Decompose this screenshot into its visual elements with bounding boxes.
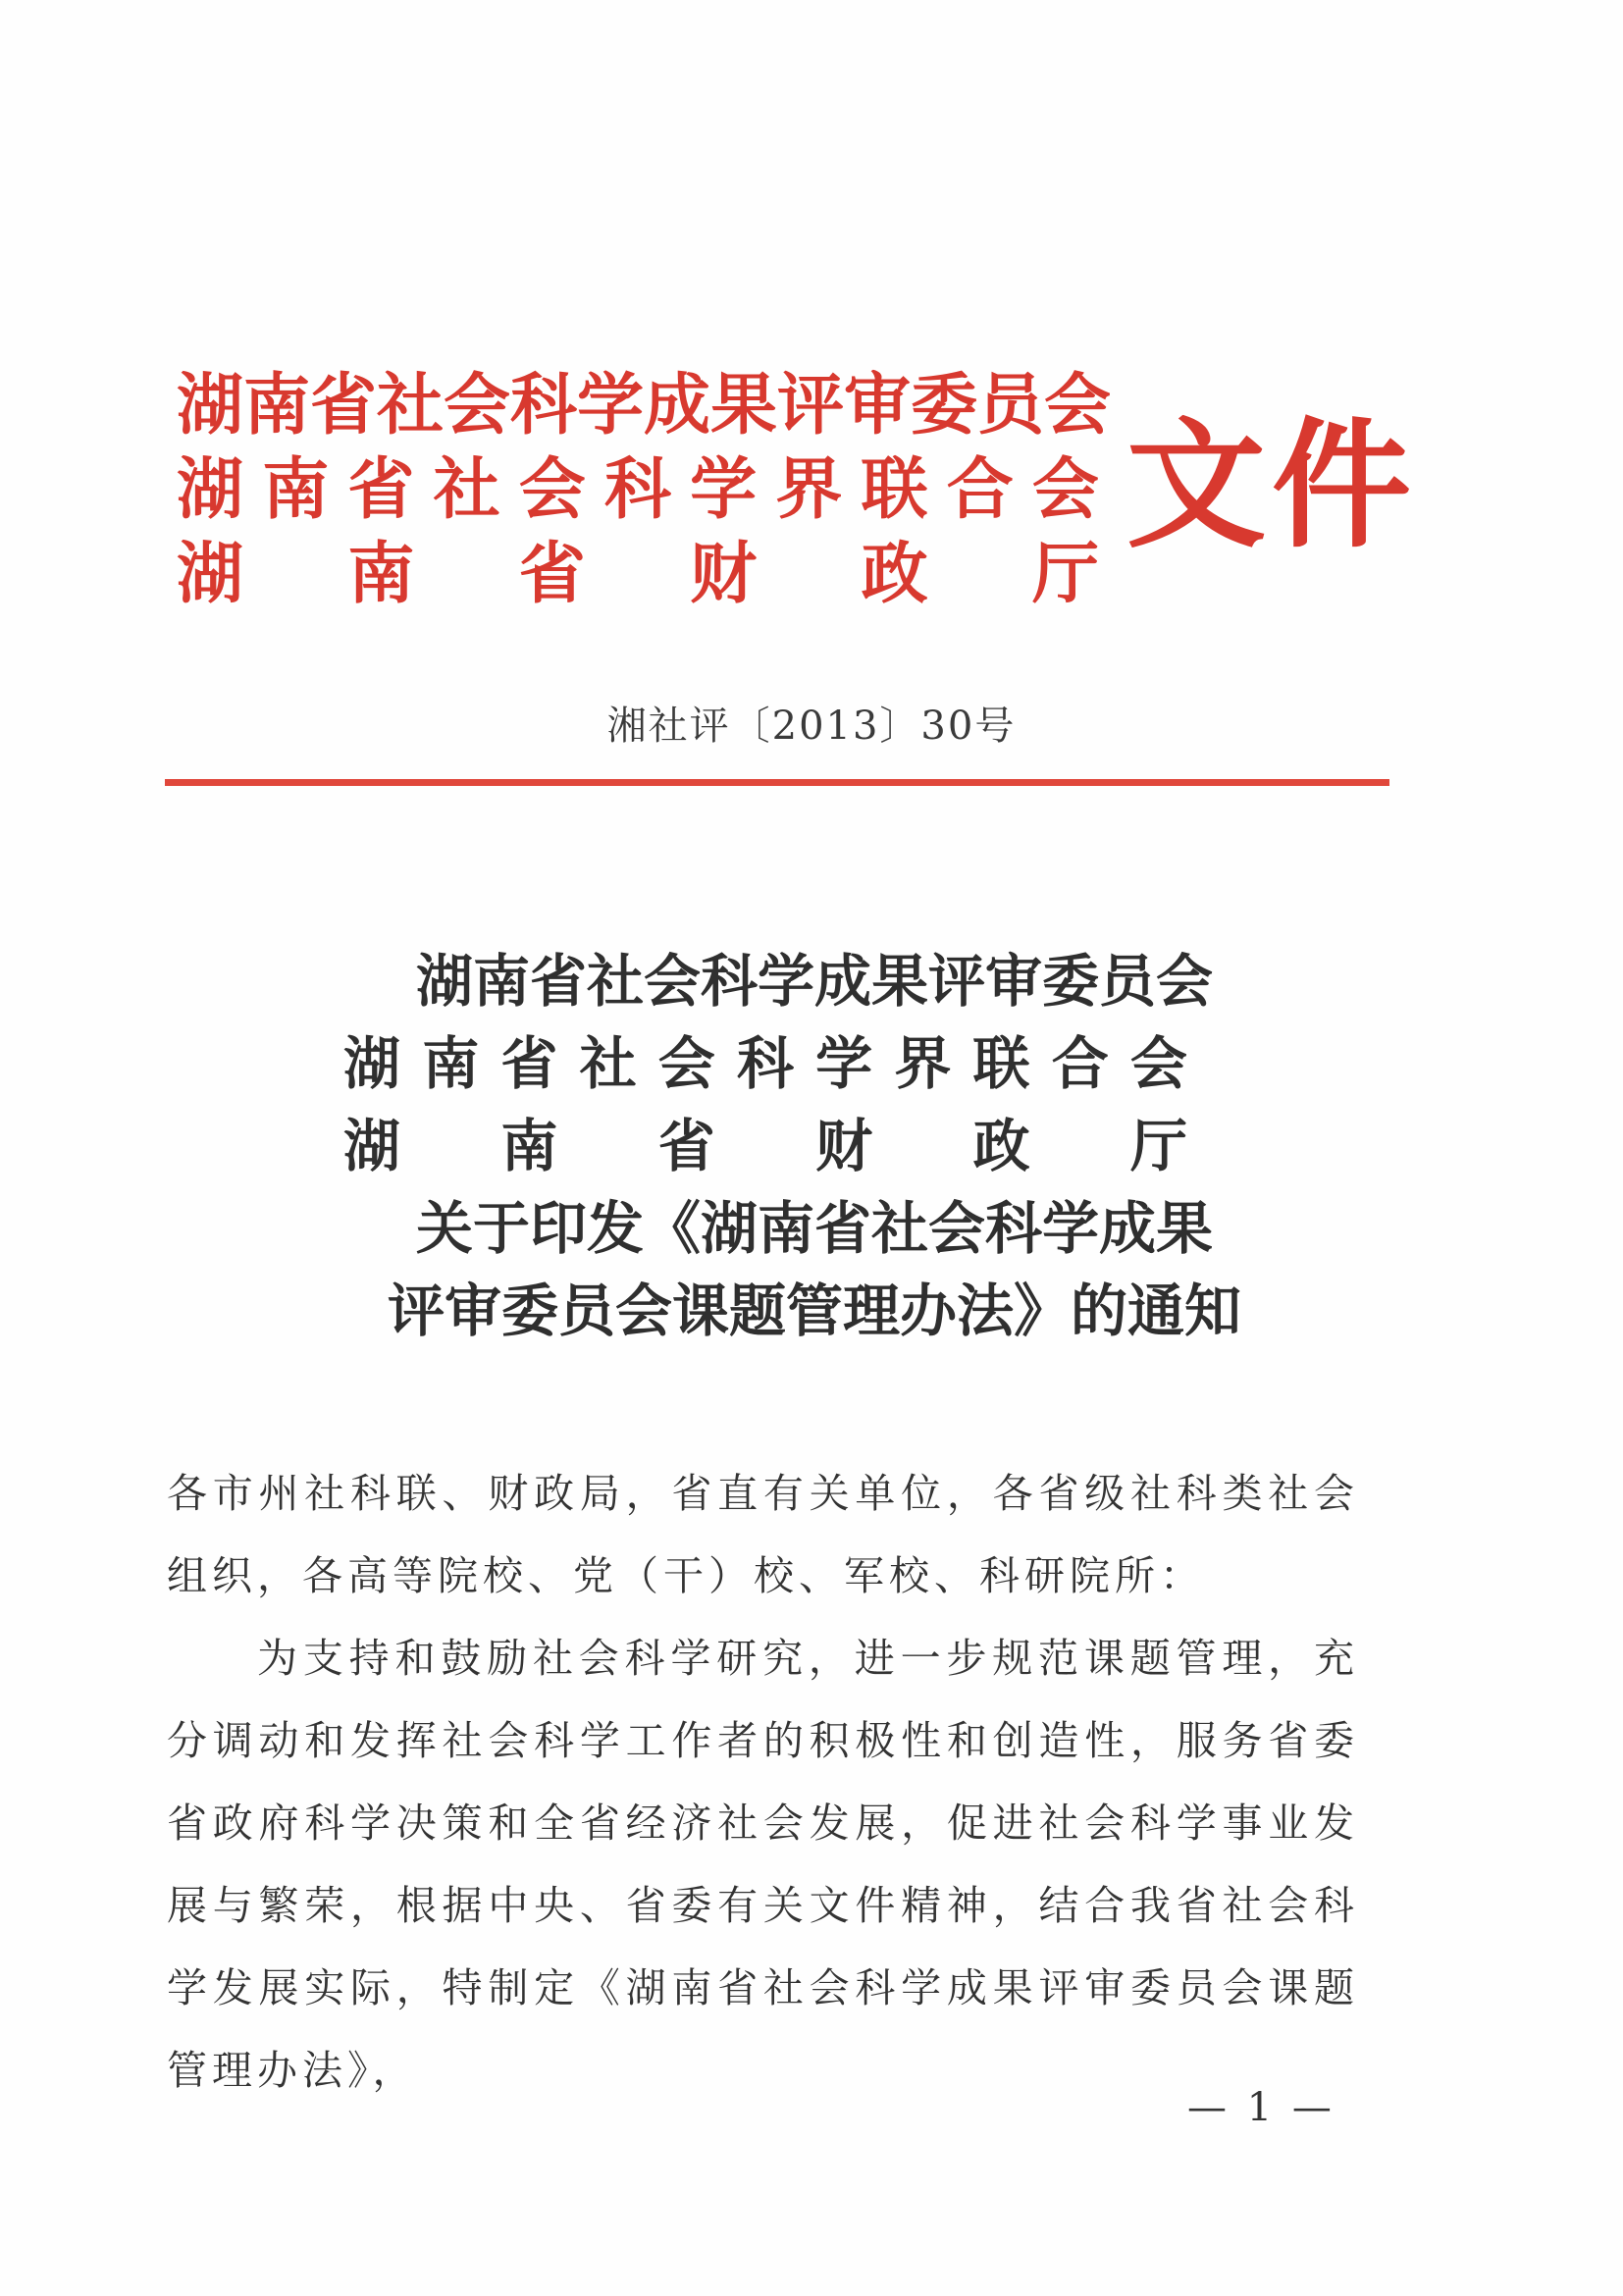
notice-title-char: 湖: [343, 1030, 401, 1097]
letterhead-char: 财: [690, 535, 758, 613]
letterhead-char: 省: [518, 535, 586, 613]
letterhead-issuers: [177, 363, 1112, 616]
letterhead-char: 界: [775, 450, 843, 529]
notice-title-char: 省: [657, 1113, 715, 1179]
notice-title-char: 学: [815, 1030, 873, 1097]
letterhead-char: 社: [433, 450, 500, 529]
notice-title-text: 湖南省社会科学成果评审委员会: [415, 948, 1213, 1015]
notice-title-char: 科: [736, 1030, 794, 1097]
notice-title-subject-line: 关于印发《湖南省社会科学成果: [415, 1195, 1213, 1262]
letterhead-char: 会: [1031, 450, 1099, 529]
letterhead-issuer-text: 湖南省社会科学成果评审委员会: [177, 366, 1112, 444]
letterhead-char: 湖: [177, 450, 244, 529]
notice-title-char: 合: [1051, 1030, 1109, 1097]
addressees-paragraph: 各市州社科联、财政局，省直有关单位，各省级社科类社会组织，各高等院校、党（干）校、军校、科研院所：: [167, 1470, 1359, 1599]
letterhead-char: 政: [861, 535, 928, 613]
letterhead-char: 湖: [177, 535, 244, 613]
notice-body: [167, 1452, 1359, 2112]
notice-title-char: 厅: [1129, 1113, 1187, 1179]
letterhead-char: 联: [861, 450, 928, 529]
notice-title: [285, 940, 1344, 1352]
notice-title-issuer-line: [343, 1022, 1187, 1105]
notice-title-char: 南: [500, 1113, 558, 1179]
notice-title-subject-line: 评审委员会课题管理办法》的通知: [387, 1278, 1241, 1344]
letterhead-char: 省: [347, 450, 415, 529]
letterhead-issuer-line: [177, 363, 1112, 447]
notice-title-issuer-line: [285, 940, 1344, 1022]
letterhead-char: 合: [946, 450, 1014, 529]
notice-title-char: 会: [657, 1030, 715, 1097]
page-number: — 1 —: [1187, 2085, 1335, 2130]
notice-title-char: 联: [972, 1030, 1030, 1097]
notice-title-issuer-line: [343, 1105, 1187, 1187]
notice-title-char: 政: [972, 1113, 1030, 1179]
letterhead-char: 南: [262, 450, 330, 529]
letterhead-char: 学: [690, 450, 758, 529]
letterhead-char: 会: [518, 450, 586, 529]
letterhead-char: 南: [347, 535, 415, 613]
red-divider-rule: [165, 779, 1389, 786]
notice-title-char: 南: [422, 1030, 480, 1097]
notice-title-char: 省: [500, 1030, 558, 1097]
letterhead-issuer-line: [177, 532, 1099, 616]
notice-title-char: 社: [579, 1030, 637, 1097]
notice-title-char: 会: [1129, 1030, 1187, 1097]
letterhead-char: 厅: [1031, 535, 1099, 613]
body-paragraph: 为支持和鼓励社会科学研究，进一步规范课题管理，充分调动和发挥社会科学工作者的积极性和创造性，服务省委省政府科学决策和全省经济社会发展，促进社会科学事业发展与繁荣，根据中央、省委有关文件精神，结合我省社会科学发展实际，特制定《湖南省社会科学成果评审委员会课题管理办法》，: [167, 1635, 1359, 2094]
notice-title-char: 财: [815, 1113, 873, 1179]
notice-title-char: 界: [894, 1030, 952, 1097]
document-number: 湘社评〔2013〕30号: [606, 704, 1017, 749]
notice-title-char: 湖: [343, 1113, 401, 1179]
letterhead-char: 科: [603, 450, 671, 529]
letterhead-document-word: 文件: [1126, 404, 1417, 567]
letterhead-issuer-line: [177, 447, 1099, 532]
